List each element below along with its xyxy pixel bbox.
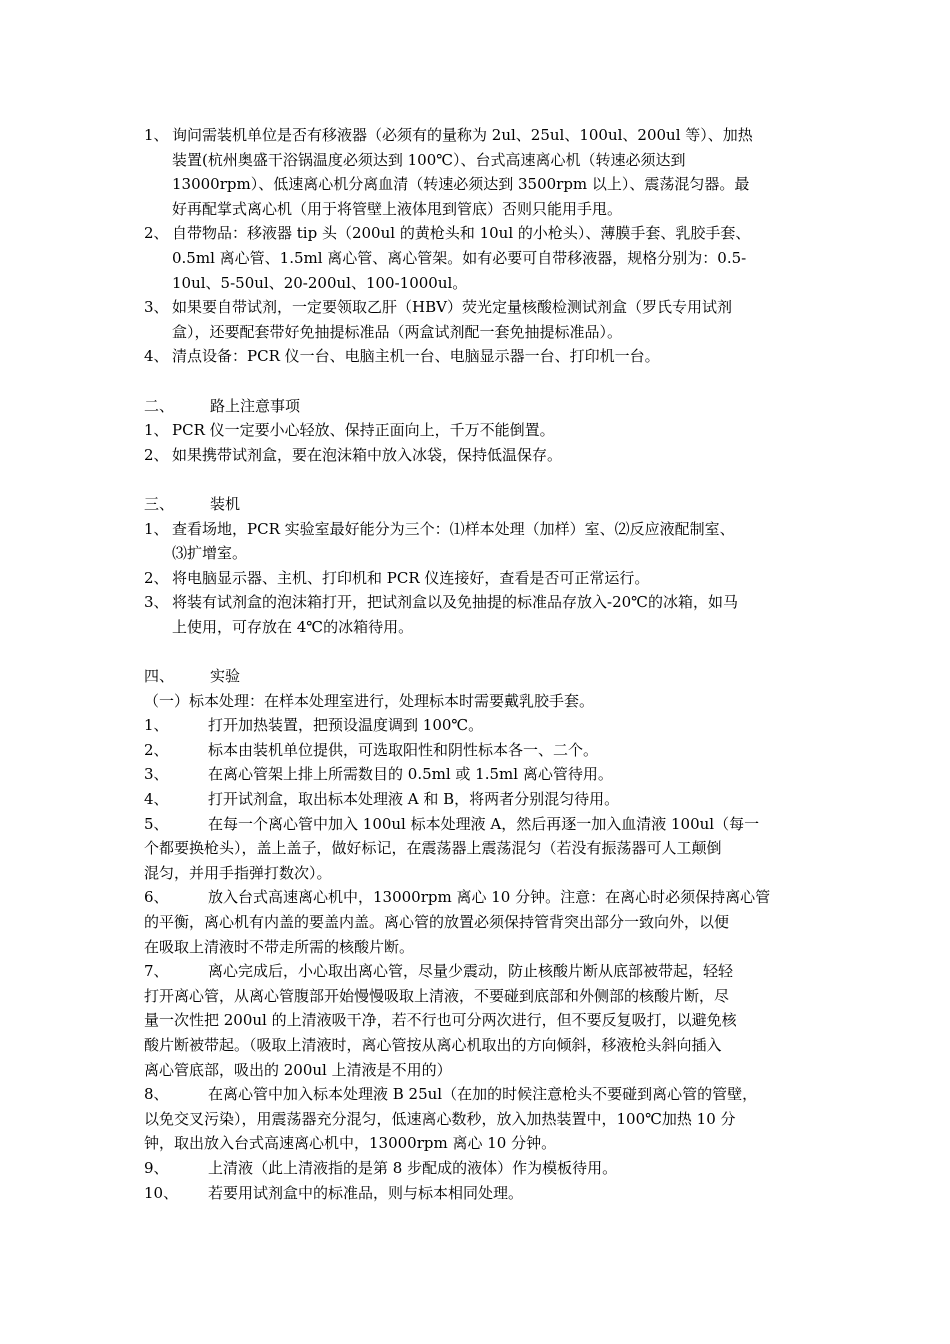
section-title: 装机 (210, 494, 241, 513)
step-text: 个都要换枪头），盖上盖子，做好标记，在震荡器上震荡混匀（若没有振荡器可人工颠倒 (144, 839, 722, 858)
list-item (144, 566, 824, 591)
item-text: 装置(杭州奥盛干浴锅温度必须达到 100℃）、台式高速离心机（转速必须达到 (172, 150, 686, 169)
step-text: 酸片断被带起。（吸取上清液时，离心管按从离心机取出的方向倾斜，移液枪头斜向插入 (144, 1035, 722, 1054)
item-text: 查看场地，PCR 实验室最好能分为三个：⑴样本处理（加样）室、⑵反应液配制室、 (172, 519, 735, 538)
step-item (144, 885, 824, 959)
item-text: 0.5ml 离心管、1.5ml 离心管、离心管架。如有必要可自带移液器，规格分别为：0.5- (172, 248, 747, 267)
step-text: 在每一个离心管中加入 100ul 标本处理液 A，然后再逐一加入血清液 100ul（每一 (208, 814, 760, 833)
step-text: 在离心管架上排上所需数目的 0.5ml 或 1.5ml 离心管待用。 (208, 765, 613, 784)
step-number: 7、 (144, 962, 169, 981)
item-number: 1、 (144, 126, 169, 144)
item-text: 13000rpm）、低速离心机分离血清（转速必须达到 3500rpm 以上）、震荡混匀器。最 (172, 175, 750, 194)
section-1-list (144, 123, 824, 369)
section-3 (144, 492, 824, 640)
step-text: 以免交叉污染），用震荡器充分混匀，低速离心数秒，放入加热装置中，100℃加热 10 分 (144, 1109, 736, 1128)
item-text: 询问需装机单位是否有移液器（必须有的量称为 2ul、25ul、100ul、200ul 等）、加热 (172, 126, 753, 144)
step-item (144, 738, 824, 763)
step-number: 4、 (144, 790, 169, 809)
step-text: 标本由装机单位提供，可选取阳性和阴性标本各一、二个。 (208, 740, 599, 759)
item-text: 好再配掌式离心机（用于将管壁上液体甩到管底）否则只能用手甩。 (172, 199, 623, 218)
step-text: 若要用试剂盒中的标准品，则与标本相同处理。 (208, 1183, 524, 1202)
step-number: 3、 (144, 765, 169, 784)
list-item (144, 418, 824, 443)
item-number: 1、 (144, 519, 169, 538)
section-number: 三、 (144, 494, 175, 513)
step-number: 6、 (144, 888, 169, 907)
step-number: 5、 (144, 814, 169, 833)
step-item (144, 1156, 824, 1181)
item-text: 清点设备：PCR 仪一台、电脑主机一台、电脑显示器一台、打印机一台。 (172, 347, 660, 366)
section-heading (144, 664, 824, 689)
section-title: 实验 (210, 667, 241, 686)
step-text: 混匀，并用手指弹打数次）。 (144, 863, 332, 882)
step-text: 上清液（此上清液指的是第 8 步配成的液体）作为模板待用。 (208, 1158, 618, 1177)
step-text: 钟，取出放入台式高速离心机中，13000rpm 离心 10 分钟。 (144, 1134, 557, 1153)
section-title: 路上注意事项 (210, 396, 301, 415)
step-text: 打开加热装置，把预设温度调到 100℃。 (208, 716, 484, 735)
item-number: 2、 (144, 568, 169, 587)
step-item (144, 762, 824, 787)
step-item (144, 959, 824, 1082)
item-number: 2、 (144, 445, 169, 464)
item-text: 自带物品：移液器 tip 头（200ul 的黄枪头和 10ul 的小枪头）、薄膜手套、乳胶手套、 (172, 224, 751, 243)
subsection-heading: （一）标本处理：在样本处理室进行，处理标本时需要戴乳胶手套。 (144, 691, 595, 710)
step-item (144, 713, 824, 738)
spacer (144, 369, 824, 394)
item-number: 3、 (144, 298, 169, 317)
item-text: 将电脑显示器、主机、打印机和 PCR 仪连接好，查看是否可正常运行。 (172, 568, 650, 587)
spacer (144, 639, 824, 664)
step-number: 2、 (144, 740, 169, 759)
item-text: 将装有试剂盒的泡沫箱打开，把试剂盒以及免抽提的标准品存放入-20℃的冰箱，如马 (172, 593, 738, 612)
list-item (144, 590, 824, 639)
item-number: 2、 (144, 224, 169, 243)
step-number: 10、 (144, 1183, 179, 1202)
list-item (144, 295, 824, 344)
step-text: 的平衡，离心机有内盖的要盖内盖。离心管的放置必须保持管背突出部分一致向外，以便 (144, 913, 730, 931)
item-text: PCR 仪一定要小心轻放、保持正面向上，千万不能倒置。 (172, 421, 555, 440)
step-item (144, 1082, 824, 1156)
item-text: ⑶扩增室。 (172, 544, 248, 563)
list-item (144, 517, 824, 566)
step-item (144, 1181, 824, 1206)
spacer (144, 467, 824, 492)
step-text: 离心管底部，吸出的 200ul 上清液是不用的） (144, 1060, 452, 1079)
step-text: 放入台式高速离心机中，13000rpm 离心 10 分钟。注意：在离心时必须保持离心管 (208, 888, 771, 907)
item-text: 如果要自带试剂，一定要领取乙肝（HBV）荧光定量核酸检测试剂盒（罗氏专用试剂 (172, 298, 732, 317)
list-item (144, 123, 824, 221)
section-heading (144, 394, 824, 419)
document-body (144, 123, 824, 1205)
item-text: 如果携带试剂盒，要在泡沫箱中放入冰袋，保持低温保存。 (172, 445, 563, 464)
section-number: 四、 (144, 667, 175, 686)
list-item (144, 344, 824, 369)
step-item (144, 812, 824, 886)
item-text: 盒），还要配套带好免抽提标准品（两盒试剂配一套免抽提标准品）。 (172, 322, 623, 341)
step-number: 1、 (144, 716, 169, 735)
section-4 (144, 664, 824, 1205)
step-number: 8、 (144, 1085, 169, 1104)
section-number: 二、 (144, 396, 175, 415)
step-text: 在离心管中加入标本处理液 B 25ul（在加的时候注意枪头不要碰到离心管的管壁， (208, 1085, 758, 1104)
section-heading (144, 492, 824, 517)
item-number: 3、 (144, 593, 169, 612)
item-number: 1、 (144, 421, 169, 440)
step-text: 量一次性把 200ul 的上清液吸干净，若不行也可分两次进行，但不要反复吸打，以避免核 (144, 1011, 737, 1030)
item-text: 10ul、5-50ul、20-200ul、100-1000ul。 (172, 273, 468, 292)
list-item (144, 443, 824, 468)
step-text: 打开离心管，从离心管腹部开始慢慢吸取上清液，不要碰到底部和外侧部的核酸片断，尽 (144, 986, 730, 1005)
step-text: 打开试剂盒，取出标本处理液 A 和 B，将两者分别混匀待用。 (208, 790, 620, 809)
step-item (144, 787, 824, 812)
step-text: 离心完成后，小心取出离心管，尽量少震动，防止核酸片断从底部被带起，轻轻 (208, 962, 734, 981)
item-number: 4、 (144, 347, 169, 366)
section-2 (144, 394, 824, 468)
list-item (144, 221, 824, 295)
step-number: 9、 (144, 1158, 169, 1177)
step-text: 在吸取上清液时不带走所需的核酸片断。 (144, 937, 415, 956)
item-text: 上使用，可存放在 4℃的冰箱待用。 (172, 617, 414, 636)
